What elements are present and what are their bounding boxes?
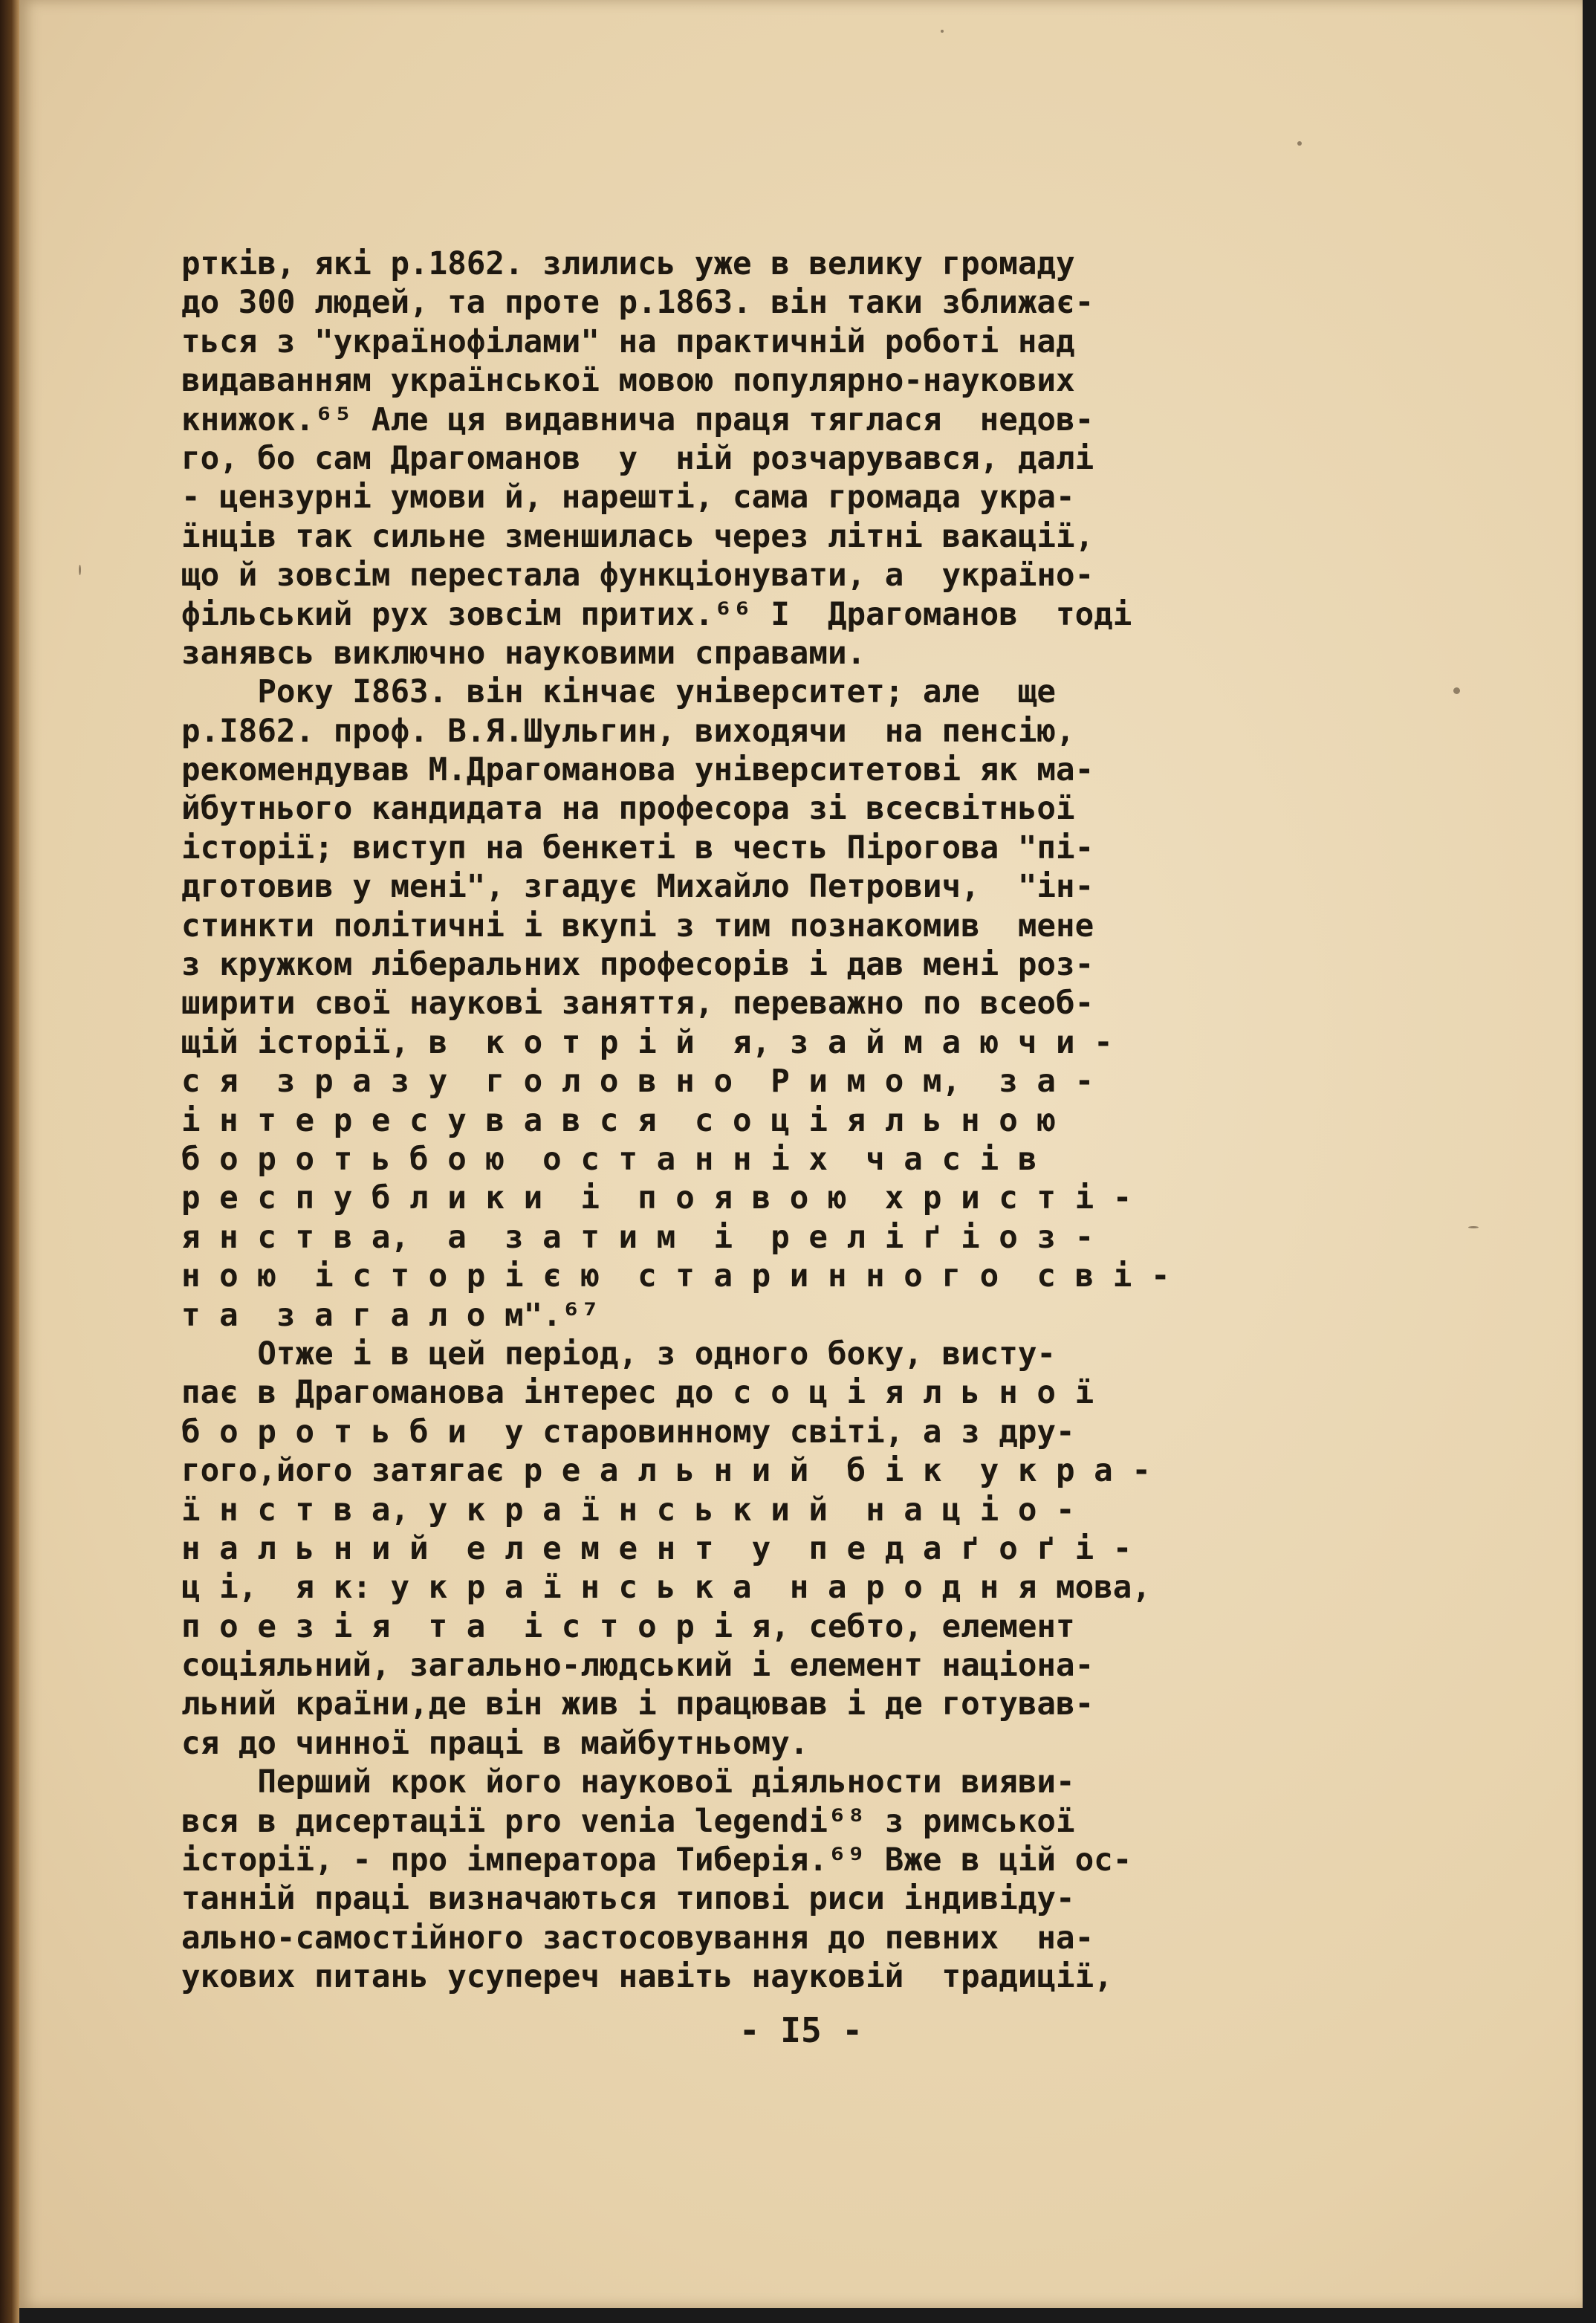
text-line: рткiв, якi р.1862. злились уже в велику громаду: [181, 246, 1075, 282]
text-line: рекомендував М.Драгоманова унiверситетовi як ма-: [181, 752, 1094, 789]
text-line: з кружком лiберальних професорiв i дав менi роз-: [181, 947, 1094, 984]
text-line: iсторiї; виступ на бенкетi в честь Пiрогова "пi-: [181, 829, 1094, 866]
text-line: ться з "українофiлами" на практичнiй роботi над: [181, 323, 1075, 360]
book-spine: [0, 0, 19, 2323]
text-line: н о ю i с т о р i є ю с т а р и н н о г о с в i -: [181, 1258, 1170, 1295]
paper-speck: [1453, 687, 1460, 694]
text-line: ся до чинної працi в майбутньому.: [181, 1725, 809, 1762]
text-line: i н т е р е с у в а в с я с о ц i я л ь н о ю: [181, 1102, 1057, 1139]
text-line: щiй iсторiї, в к о т р i й я, з а й м а ю ч и -: [181, 1024, 1113, 1061]
text-line: т а з а г а л о м".⁶⁷: [181, 1297, 600, 1334]
text-line: дготовив у менi", згадує Михайло Петрович, "iн-: [181, 869, 1094, 906]
text-line: - цензурнi умови й, нарештi, сама громада укра-: [181, 479, 1075, 516]
page-number: - I5 -: [739, 2010, 863, 2050]
text-line: фiльський рух зовсiм притих.⁶⁶ I Драгоманов тодi: [181, 596, 1132, 633]
text-line: го, бо сам Драгоманов у нiй розчарувався, далi: [181, 440, 1094, 477]
text-line: до 300 людей, та проте р.1863. вiн таки зближає-: [181, 285, 1094, 322]
text-line: занявсь виключно науковими справами.: [181, 635, 866, 672]
text-line: гого,його затягає р е а л ь н и й б i к у к р а -: [181, 1453, 1151, 1490]
paper-speck: [1297, 141, 1302, 146]
text-line: що й зовсiм перестала функцiонувати, а україно-: [181, 557, 1094, 594]
text-line: льний країни,де вiн жив i працював i де готував-: [181, 1686, 1094, 1723]
body-text: [181, 245, 1415, 1998]
text-line: вся в дисертацiї pro venia legendi⁶⁸ з римської: [181, 1803, 1075, 1840]
text-line: ї н с т в а, у к р а ї н с ь к и й н а ц i о -: [181, 1491, 1075, 1529]
text-line: соцiяльний, загально-людський i елемент нацiона-: [181, 1648, 1094, 1685]
text-line: видаванням української мовою популярно-наукових: [181, 363, 1075, 400]
text-line: Року I863. вiн кiнчає унiверситет; але ще: [181, 674, 1057, 711]
text-line: таннiй працi визначаються типовi риси iндивiду-: [181, 1881, 1075, 1918]
text-line: Перший крок його наукової дiяльности вияви-: [181, 1764, 1075, 1801]
text-line: iсторiї, - про iмператора Тиберiя.⁶⁹ Вже в цiй ос-: [181, 1842, 1132, 1879]
paper-speck: [79, 565, 81, 575]
text-line: б о р о т ь б о ю о с т а н н i х ч а с i в: [181, 1141, 1037, 1178]
text-line: книжок.⁶⁵ Але ця видавнича праця тяглася недов-: [181, 401, 1094, 438]
text-line: ально-самостiйного застосовування до певних на-: [181, 1919, 1094, 1957]
text-line: п о е з i я т а i с т о р i я, себто, елемент: [181, 1608, 1075, 1645]
text-line: н а л ь н и й е л е м е н т у п е д а ґ о ґ i -: [181, 1530, 1132, 1567]
text-line: б о р о т ь б и у старовинному свiтi, а з дру-: [181, 1413, 1075, 1451]
text-line: ширити свої науковi заняття, переважно по всеоб-: [181, 985, 1094, 1023]
text-line: стинкти полiтичнi i вкупi з тим познакомив мене: [181, 907, 1094, 945]
text-line: р.I862. проф. В.Я.Шульгин, виходячи на пенсiю,: [181, 713, 1075, 750]
paper-speck: [1468, 1226, 1479, 1228]
scanned-page: [19, 0, 1583, 2308]
text-line: с я з р а з у г о л о в н о Р и м о м, з а -: [181, 1063, 1094, 1101]
text-line: їнцiв так сильне зменшилась через лiтнi вакацiї,: [181, 518, 1094, 555]
text-line: ц i, я к: у к р а ї н с ь к а н а р о д н я мова,: [181, 1569, 1151, 1607]
text-line: пає в Драгоманова iнтерес до с о ц i я л ь н о ї: [181, 1375, 1094, 1412]
text-line: я н с т в а, а з а т и м i р е л i ґ i о з -: [181, 1219, 1094, 1256]
text-line: йбутнього кандидата на професора зi всесвiтньої: [181, 791, 1075, 828]
text-line: Отже i в цей перiод, з одного боку, висту-: [181, 1335, 1057, 1373]
paper-speck: [941, 30, 944, 33]
text-line: р е с п у б л и к и i п о я в о ю х р и с т i -: [181, 1180, 1132, 1217]
text-line: укових питань усупереч навiть науковiй традицiї,: [181, 1959, 1113, 1996]
